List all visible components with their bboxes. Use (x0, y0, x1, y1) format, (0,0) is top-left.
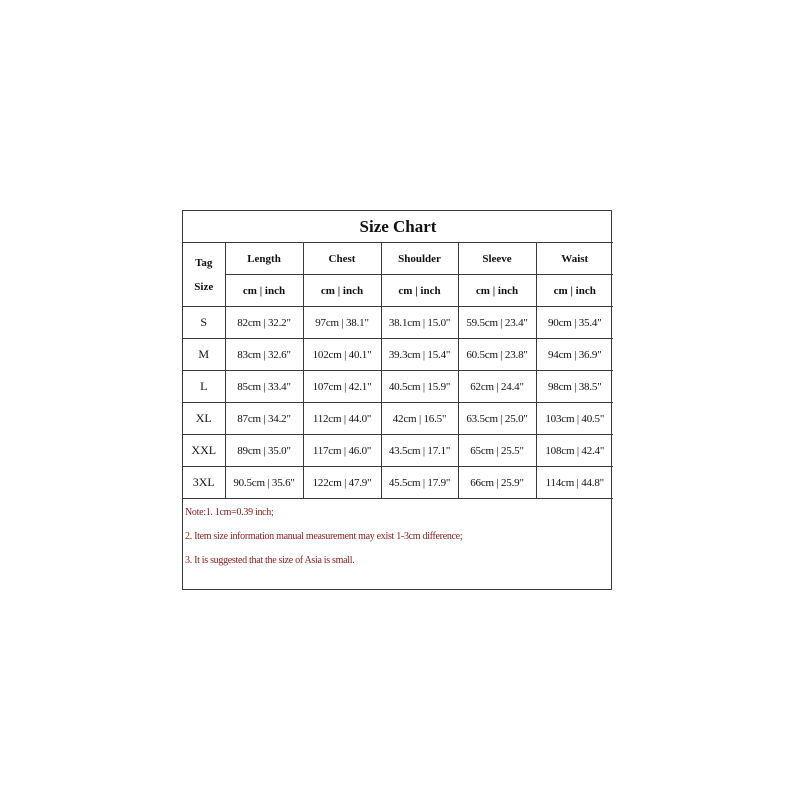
table-row (183, 371, 613, 403)
chest-value: 112cm | 44.0" (303, 403, 381, 435)
table-row (183, 467, 613, 499)
waist-value: 94cm | 36.9" (536, 339, 613, 371)
shoulder-value: 43.5cm | 17.1" (381, 435, 458, 467)
unit-label: cm | inch (458, 275, 536, 307)
sleeve-value: 59.5cm | 23.4" (458, 307, 536, 339)
size-chart (182, 210, 612, 590)
unit-label: cm | inch (381, 275, 458, 307)
table-row (183, 339, 613, 371)
sleeve-value: 63.5cm | 25.0" (458, 403, 536, 435)
note-line: 2. Item size information manual measurement may exist 1-3cm difference; (185, 531, 463, 542)
waist-value: 98cm | 38.5" (536, 371, 613, 403)
shoulder-value: 42cm | 16.5" (381, 403, 458, 435)
notes-section (183, 499, 613, 590)
size-label: S (183, 307, 225, 339)
table-row (183, 307, 613, 339)
size-label: L (183, 371, 225, 403)
chart-title: Size Chart (183, 211, 613, 243)
waist-value: 108cm | 42.4" (536, 435, 613, 467)
tag-size-header (183, 243, 225, 307)
shoulder-value: 40.5cm | 15.9" (381, 371, 458, 403)
column-header-chest: Chest (303, 243, 381, 275)
sleeve-value: 65cm | 25.5" (458, 435, 536, 467)
column-header-sleeve: Sleeve (458, 243, 536, 275)
chest-value: 122cm | 47.9" (303, 467, 381, 499)
tag-size-header-line1: Tag (195, 256, 213, 269)
length-value: 83cm | 32.6" (225, 339, 303, 371)
waist-value: 103cm | 40.5" (536, 403, 613, 435)
column-header-waist: Waist (536, 243, 613, 275)
chest-value: 117cm | 46.0" (303, 435, 381, 467)
shoulder-value: 38.1cm | 15.0" (381, 307, 458, 339)
chest-value: 107cm | 42.1" (303, 371, 381, 403)
shoulder-value: 39.3cm | 15.4" (381, 339, 458, 371)
header-row (183, 243, 613, 275)
size-label: XXL (183, 435, 225, 467)
unit-label: cm | inch (303, 275, 381, 307)
size-chart-table (183, 211, 613, 589)
table-row (183, 403, 613, 435)
column-header-shoulder: Shoulder (381, 243, 458, 275)
length-value: 82cm | 32.2" (225, 307, 303, 339)
waist-value: 90cm | 35.4" (536, 307, 613, 339)
title-row (183, 211, 613, 243)
chest-value: 97cm | 38.1" (303, 307, 381, 339)
tag-size-header-line2: Size (194, 280, 214, 293)
column-header-length: Length (225, 243, 303, 275)
sleeve-value: 60.5cm | 23.8" (458, 339, 536, 371)
length-value: 85cm | 33.4" (225, 371, 303, 403)
size-label: XL (183, 403, 225, 435)
table-row (183, 435, 613, 467)
length-value: 90.5cm | 35.6" (225, 467, 303, 499)
size-label: M (183, 339, 225, 371)
unit-label: cm | inch (536, 275, 613, 307)
notes-row (183, 499, 613, 590)
sleeve-value: 66cm | 25.9" (458, 467, 536, 499)
length-value: 89cm | 35.0" (225, 435, 303, 467)
size-label: 3XL (183, 467, 225, 499)
unit-label: cm | inch (225, 275, 303, 307)
length-value: 87cm | 34.2" (225, 403, 303, 435)
waist-value: 114cm | 44.8" (536, 467, 613, 499)
shoulder-value: 45.5cm | 17.9" (381, 467, 458, 499)
note-line: Note:1. 1cm=0.39 inch; (185, 507, 274, 518)
sleeve-value: 62cm | 24.4" (458, 371, 536, 403)
chest-value: 102cm | 40.1" (303, 339, 381, 371)
note-line: 3. It is suggested that the size of Asia is small. (185, 555, 355, 566)
unit-row (183, 275, 613, 307)
